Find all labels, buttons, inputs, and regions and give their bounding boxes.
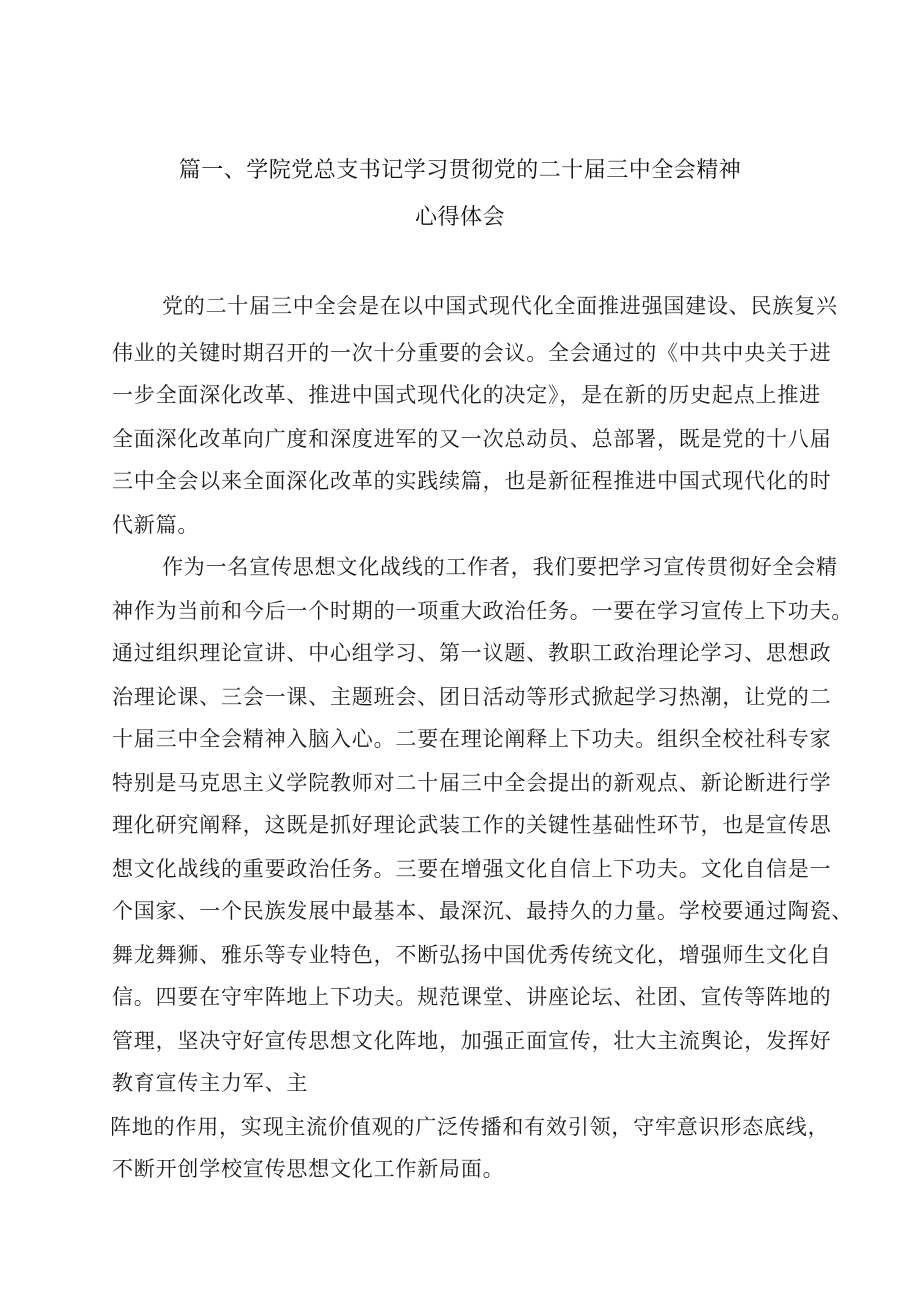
- document-title-line-1: 篇一、学院党总支书记学习贯彻党的二十届三中全会精神: [178, 158, 742, 183]
- paragraph-2-line-8: 想文化战线的重要政治任务。三要在增强文化自信上下功夫。文化自信是一: [112, 857, 832, 881]
- paragraph-2-line-3: 通过组织理论宣讲、中心组学习、第一议题、教职工政治理论学习、思想政: [112, 641, 832, 665]
- paragraph-2-line-2: 神作为当前和今后一个时期的一项重大政治任务。一要在学习宣传上下功夫。: [112, 599, 854, 623]
- paragraph-1-line-6: 代新篇。: [112, 513, 200, 537]
- paragraph-2-line-6: 特别是马克思主义学院教师对二十届三中全会提出的新观点、新论断进行学: [112, 771, 832, 795]
- paragraph-2-line-5: 十届三中全会精神入脑入心。二要在理论阐释上下功夫。组织全校社科专家: [112, 727, 832, 751]
- paragraph-2-line-11: 信。四要在守牢阵地上下功夫。规范课堂、讲座论坛、社团、宣传等阵地的: [112, 985, 832, 1009]
- paragraph-2-line-13: 教育宣传主力军、主: [112, 1071, 309, 1095]
- paragraph-2-line-10: 舞龙舞狮、雅乐等专业特色，不断弘扬中国优秀传统文化，增强师生文化自: [112, 943, 832, 967]
- paragraph-1-line-4: 全面深化改革向广度和深度进军的又一次总动员、总部署，既是党的十八届: [112, 427, 832, 451]
- paragraph-1-line-3: 一步全面深化改革、推进中国式现代化的决定》，是在新的历史起点上推进: [112, 383, 821, 407]
- paragraph-2-line-14: 阵地的作用，实现主流价值观的广泛传播和有效引领，守牢意识形态底线，: [110, 1115, 830, 1139]
- paragraph-2-line-9: 个国家、一个民族发展中最基本、最深沉、最持久的力量。学校要通过陶瓷、: [112, 899, 854, 923]
- paragraph-2-line-1: 作为一名宣传思想文化战线的工作者，我们要把学习宣传贯彻好全会精: [162, 555, 838, 579]
- paragraph-2-line-15: 不断开创学校宣传思想文化工作新局面。: [112, 1157, 505, 1181]
- document-title-line-2: 心得体会: [414, 205, 505, 230]
- paragraph-1-line-1: 党的二十届三中全会是在以中国式现代化全面推进强国建设、民族复兴: [162, 294, 838, 318]
- paragraph-2-line-7: 理化研究阐释，这既是抓好理论武装工作的关键性基础性环节，也是宣传思: [112, 813, 832, 837]
- paragraph-2-line-12: 管理，坚决守好宣传思想文化阵地，加强正面宣传，壮大主流舆论，发挥好: [112, 1029, 832, 1053]
- paragraph-1-line-5: 三中全会以来全面深化改革的实践续篇，也是新征程推进中国式现代化的时: [112, 469, 832, 493]
- paragraph-2-line-4: 治理论课、三会一课、主题班会、团日活动等形式掀起学习热潮，让党的二: [112, 685, 832, 709]
- paragraph-1-line-2: 伟业的关键时期召开的一次十分重要的会议。全会通过的《中共中央关于进: [112, 341, 832, 365]
